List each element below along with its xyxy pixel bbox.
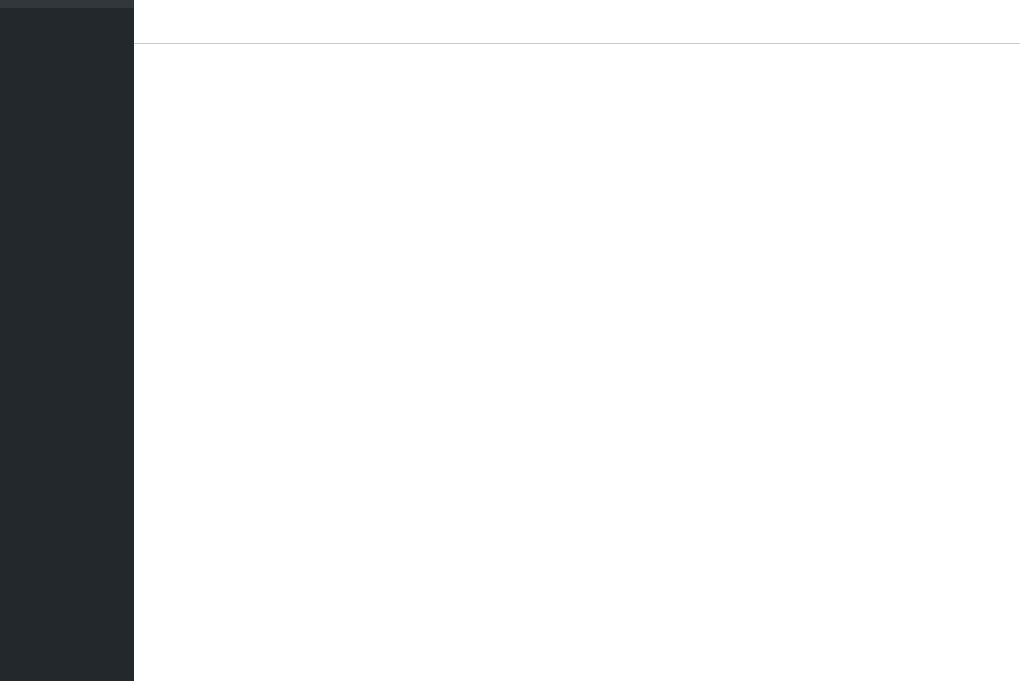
main-area [134, 0, 1020, 681]
settings-panel [134, 0, 1020, 681]
woocommerce-submenu [0, 0, 134, 8]
settings-tabs [134, 0, 1020, 44]
admin-sidebar [0, 0, 134, 681]
